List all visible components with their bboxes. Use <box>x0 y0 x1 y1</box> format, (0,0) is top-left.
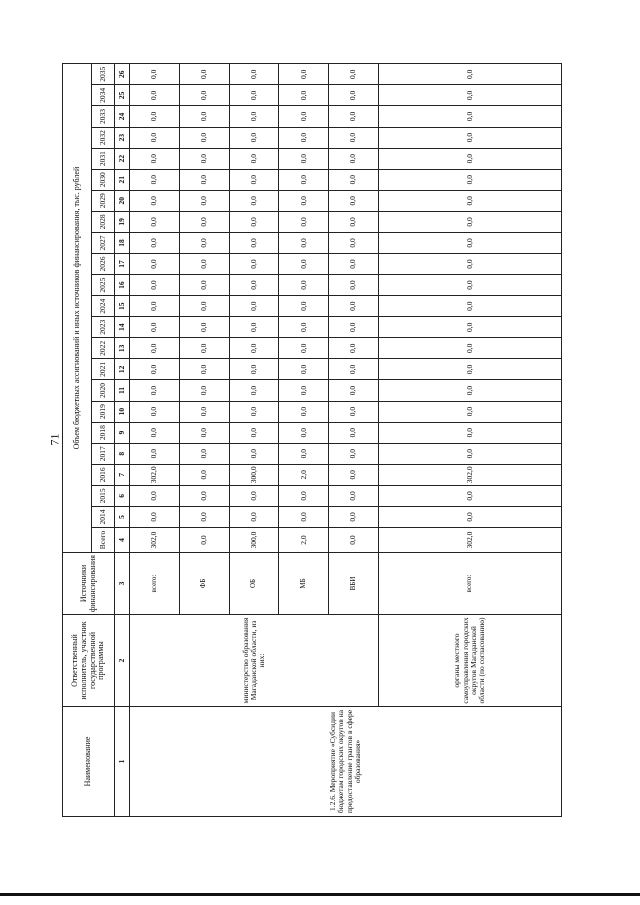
year-value: 0,0 <box>378 148 561 169</box>
year-value: 0,0 <box>279 296 329 317</box>
year-value: 0,0 <box>229 380 279 401</box>
year-value: 0,0 <box>179 506 229 527</box>
header-year: 2031 <box>92 148 115 169</box>
year-value: 0,0 <box>179 275 229 296</box>
header-year: 2030 <box>92 169 115 190</box>
column-number: 12 <box>115 359 130 380</box>
column-number: 19 <box>115 211 130 232</box>
year-value: 0,0 <box>130 401 180 422</box>
year-value: 0,0 <box>378 422 561 443</box>
year-value: 0,0 <box>329 148 379 169</box>
year-value: 0,0 <box>229 106 279 127</box>
column-number: 16 <box>115 275 130 296</box>
year-value: 0,0 <box>329 190 379 211</box>
header-year: 2027 <box>92 232 115 253</box>
funding-source: всего: <box>130 553 180 615</box>
column-number: 6 <box>115 485 130 506</box>
year-value: 0,0 <box>179 148 229 169</box>
year-value: 0,0 <box>279 85 329 106</box>
year-value: 0,0 <box>130 190 180 211</box>
year-value: 0,0 <box>329 506 379 527</box>
bottom-rule <box>0 893 640 896</box>
year-value: 0,0 <box>378 338 561 359</box>
header-executor: Ответственный исполнитель, участник государственной программы <box>63 615 115 707</box>
page-number: 71 <box>47 433 62 446</box>
year-value: 0,0 <box>229 253 279 274</box>
year-value: 0,0 <box>179 127 229 148</box>
year-value: 0,0 <box>279 169 329 190</box>
column-number: 9 <box>115 422 130 443</box>
year-value: 300,0 <box>229 464 279 485</box>
year-value: 0,0 <box>279 422 329 443</box>
column-number: 4 <box>115 528 130 553</box>
year-value: 0,0 <box>130 380 180 401</box>
year-value: 0,0 <box>378 506 561 527</box>
year-value: 0,0 <box>378 232 561 253</box>
year-value: 0,0 <box>229 85 279 106</box>
year-value: 0,0 <box>279 275 329 296</box>
year-value: 0,0 <box>329 422 379 443</box>
year-value: 0,0 <box>329 169 379 190</box>
header-year: 2018 <box>92 422 115 443</box>
year-value: 0,0 <box>130 211 180 232</box>
header-year: 2032 <box>92 127 115 148</box>
year-value: 0,0 <box>229 338 279 359</box>
header-total: Всего <box>92 528 115 553</box>
year-value: 0,0 <box>179 485 229 506</box>
year-value: 0,0 <box>279 506 329 527</box>
year-value: 0,0 <box>329 317 379 338</box>
year-value: 0,0 <box>179 317 229 338</box>
funding-source: ФБ <box>179 553 229 615</box>
header-year: 2022 <box>92 338 115 359</box>
total-value: 0,0 <box>329 528 379 553</box>
year-value: 0,0 <box>279 443 329 464</box>
funding-source: ВБИ <box>329 553 379 615</box>
header-source: Источники финансирования <box>63 553 115 615</box>
year-value: 0,0 <box>329 106 379 127</box>
year-value: 0,0 <box>279 190 329 211</box>
year-value: 0,0 <box>329 443 379 464</box>
year-value: 0,0 <box>329 127 379 148</box>
header-year: 2029 <box>92 190 115 211</box>
column-number: 2 <box>115 615 130 707</box>
year-value: 0,0 <box>130 506 180 527</box>
year-value: 0,0 <box>130 422 180 443</box>
year-value: 0,0 <box>179 106 229 127</box>
year-value: 0,0 <box>130 85 180 106</box>
year-value: 2,0 <box>279 464 329 485</box>
year-value: 0,0 <box>279 127 329 148</box>
year-value: 0,0 <box>130 485 180 506</box>
year-value: 0,0 <box>378 253 561 274</box>
column-number: 8 <box>115 443 130 464</box>
header-year: 2025 <box>92 275 115 296</box>
year-value: 0,0 <box>130 253 180 274</box>
column-number: 21 <box>115 169 130 190</box>
year-value: 0,0 <box>130 232 180 253</box>
year-value: 0,0 <box>279 401 329 422</box>
column-number: 20 <box>115 190 130 211</box>
year-value: 0,0 <box>378 64 561 85</box>
year-value: 0,0 <box>378 211 561 232</box>
year-value: 0,0 <box>130 443 180 464</box>
year-value: 0,0 <box>279 380 329 401</box>
year-value: 0,0 <box>329 464 379 485</box>
column-number: 22 <box>115 148 130 169</box>
year-value: 0,0 <box>229 401 279 422</box>
year-value: 0,0 <box>329 211 379 232</box>
year-value: 0,0 <box>279 64 329 85</box>
total-value: 0,0 <box>179 528 229 553</box>
year-value: 0,0 <box>179 232 229 253</box>
year-value: 0,0 <box>179 169 229 190</box>
year-value: 0,0 <box>229 485 279 506</box>
year-value: 0,0 <box>130 148 180 169</box>
year-value: 0,0 <box>229 190 279 211</box>
year-value: 0,0 <box>378 169 561 190</box>
column-number: 25 <box>115 85 130 106</box>
column-number: 23 <box>115 127 130 148</box>
year-value: 0,0 <box>279 317 329 338</box>
year-value: 0,0 <box>279 148 329 169</box>
total-value: 2,0 <box>279 528 329 553</box>
year-value: 0,0 <box>229 232 279 253</box>
year-value: 0,0 <box>130 338 180 359</box>
year-value: 0,0 <box>179 338 229 359</box>
column-number: 15 <box>115 296 130 317</box>
header-year: 2035 <box>92 64 115 85</box>
year-value: 0,0 <box>130 64 180 85</box>
funding-source: всего: <box>378 553 561 615</box>
year-value: 0,0 <box>179 64 229 85</box>
total-value: 300,0 <box>229 528 279 553</box>
header-year: 2014 <box>92 506 115 527</box>
year-value: 0,0 <box>279 253 329 274</box>
year-value: 0,0 <box>229 296 279 317</box>
column-number: 24 <box>115 106 130 127</box>
year-value: 0,0 <box>279 106 329 127</box>
header-year: 2016 <box>92 464 115 485</box>
year-value: 0,0 <box>378 401 561 422</box>
year-value: 0,0 <box>378 190 561 211</box>
year-value: 0,0 <box>279 338 329 359</box>
column-number: 3 <box>115 553 130 615</box>
year-value: 0,0 <box>378 443 561 464</box>
header-year: 2023 <box>92 317 115 338</box>
header-year: 2033 <box>92 106 115 127</box>
year-value: 0,0 <box>378 296 561 317</box>
header-volume: Объем бюджетных ассигнований и иных источников финансирования, тыс. рублей <box>63 64 92 553</box>
column-number: 10 <box>115 401 130 422</box>
year-value: 0,0 <box>229 422 279 443</box>
table-row <box>378 64 561 817</box>
executor-local-authorities: органы местного самоуправления городских округов Магаданской области (по согласованию) <box>378 615 561 707</box>
year-value: 0,0 <box>179 296 229 317</box>
year-value: 0,0 <box>329 338 379 359</box>
year-value: 0,0 <box>378 485 561 506</box>
header-year: 2026 <box>92 253 115 274</box>
header-year: 2024 <box>92 296 115 317</box>
year-value: 0,0 <box>130 169 180 190</box>
column-number: 7 <box>115 464 130 485</box>
funding-table <box>62 63 562 817</box>
year-value: 0,0 <box>179 253 229 274</box>
column-number: 13 <box>115 338 130 359</box>
year-value: 0,0 <box>229 359 279 380</box>
year-value: 0,0 <box>279 211 329 232</box>
year-value: 0,0 <box>378 359 561 380</box>
year-value: 0,0 <box>130 317 180 338</box>
year-value: 0,0 <box>378 106 561 127</box>
total-value: 302,0 <box>378 528 561 553</box>
column-number: 1 <box>115 707 130 817</box>
year-value: 0,0 <box>329 485 379 506</box>
year-value: 0,0 <box>329 253 379 274</box>
column-number: 11 <box>115 380 130 401</box>
rotated-table-container <box>62 64 562 817</box>
executor-ministry: министерство образования Магаданской области, из них: <box>130 615 379 707</box>
header-name: Наименование <box>63 707 115 817</box>
year-value: 0,0 <box>329 85 379 106</box>
year-value: 0,0 <box>329 64 379 85</box>
header-year: 2017 <box>92 443 115 464</box>
year-value: 0,0 <box>229 64 279 85</box>
table-row <box>130 64 180 817</box>
year-value: 0,0 <box>279 232 329 253</box>
year-value: 0,0 <box>329 275 379 296</box>
year-value: 0,0 <box>179 401 229 422</box>
year-value: 0,0 <box>229 275 279 296</box>
year-value: 0,0 <box>329 380 379 401</box>
year-value: 0,0 <box>378 317 561 338</box>
year-value: 0,0 <box>179 422 229 443</box>
total-value: 302,0 <box>130 528 180 553</box>
year-value: 0,0 <box>179 85 229 106</box>
year-value: 0,0 <box>179 380 229 401</box>
year-value: 0,0 <box>229 317 279 338</box>
year-value: 0,0 <box>229 169 279 190</box>
year-value: 0,0 <box>130 106 180 127</box>
year-value: 0,0 <box>130 359 180 380</box>
year-value: 0,0 <box>179 359 229 380</box>
year-value: 0,0 <box>329 232 379 253</box>
year-value: 0,0 <box>229 148 279 169</box>
year-value: 0,0 <box>130 296 180 317</box>
year-value: 0,0 <box>329 401 379 422</box>
column-number: 14 <box>115 317 130 338</box>
year-value: 0,0 <box>229 211 279 232</box>
header-year: 2020 <box>92 380 115 401</box>
year-value: 0,0 <box>179 211 229 232</box>
header-year: 2019 <box>92 401 115 422</box>
year-value: 0,0 <box>130 127 180 148</box>
measure-name: 1.2.6. Мероприятие «Субсидии бюджетам городских округов на предоставление грантов в сфере образования» <box>130 707 562 817</box>
column-number: 26 <box>115 64 130 85</box>
column-number: 18 <box>115 232 130 253</box>
year-value: 0,0 <box>378 275 561 296</box>
funding-source: МБ <box>279 553 329 615</box>
header-year: 2021 <box>92 359 115 380</box>
year-value: 0,0 <box>229 127 279 148</box>
year-value: 0,0 <box>279 485 329 506</box>
year-value: 0,0 <box>378 380 561 401</box>
year-value: 302,0 <box>130 464 180 485</box>
year-value: 0,0 <box>229 443 279 464</box>
year-value: 0,0 <box>229 506 279 527</box>
column-number: 17 <box>115 253 130 274</box>
year-value: 0,0 <box>130 275 180 296</box>
year-value: 0,0 <box>378 85 561 106</box>
year-value: 0,0 <box>179 464 229 485</box>
header-year: 2028 <box>92 211 115 232</box>
column-numbers-row <box>115 64 130 817</box>
header-year: 2034 <box>92 85 115 106</box>
year-value: 0,0 <box>279 359 329 380</box>
funding-source: ОБ <box>229 553 279 615</box>
year-value: 0,0 <box>179 190 229 211</box>
year-value: 0,0 <box>329 296 379 317</box>
year-value: 302,0 <box>378 464 561 485</box>
year-value: 0,0 <box>329 359 379 380</box>
header-year: 2015 <box>92 485 115 506</box>
column-number: 5 <box>115 506 130 527</box>
year-value: 0,0 <box>378 127 561 148</box>
year-value: 0,0 <box>179 443 229 464</box>
